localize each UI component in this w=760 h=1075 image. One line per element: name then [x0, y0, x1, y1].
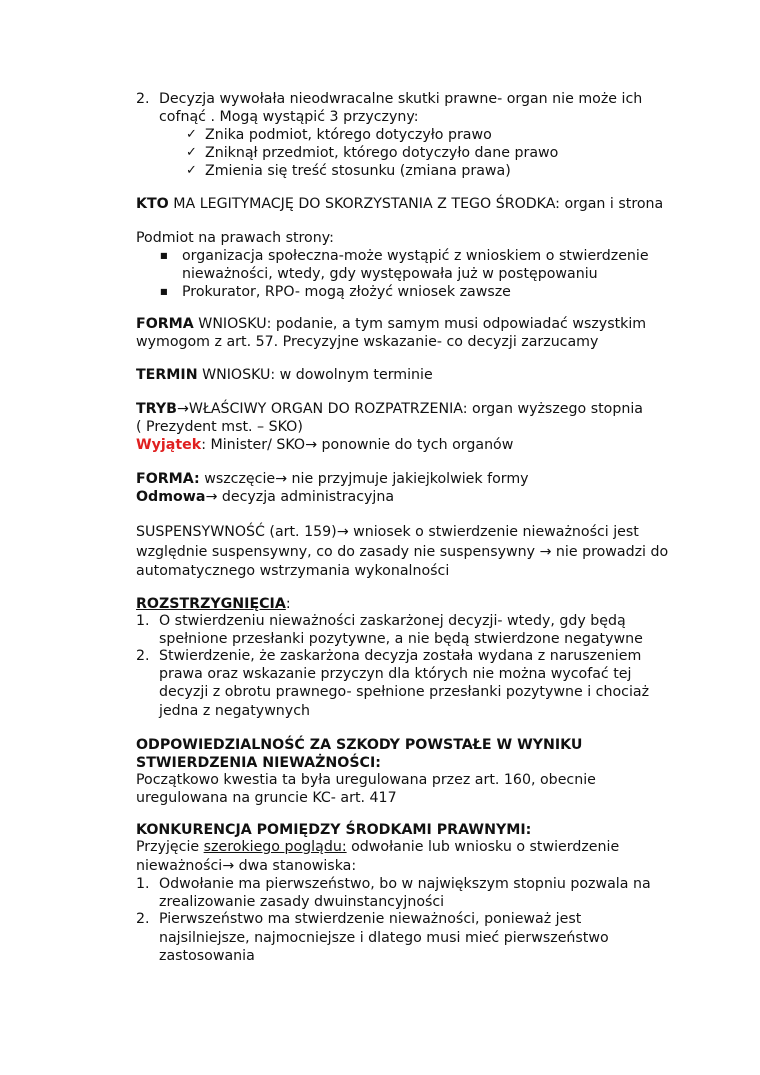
arrow-icon: →: [176, 401, 189, 417]
check-item: Znika podmiot, którego dotyczyło prawo: [205, 127, 492, 143]
rozstrz-colon: :: [285, 596, 291, 612]
list-number: 2.: [136, 91, 150, 107]
konk-text: odwołanie lub wniosku o stwierdzenie: [346, 839, 620, 855]
text-line: spełnione przesłanki pozytywne, a nie będą stwierdzone negatywne: [159, 631, 643, 647]
wyjatek-text: : Minister/ SKO: [201, 437, 306, 453]
konk-line: [136, 857, 356, 875]
kto-paragraph: [136, 195, 663, 213]
text-line: uregulowana na gruncie KC- art. 417: [136, 790, 397, 806]
wyjatek-label: Wyjątek: [136, 437, 202, 453]
checkmark-icon: ✓: [186, 145, 197, 160]
podmiot-heading: Podmiot na prawach strony:: [136, 230, 334, 246]
forma2-tail: nie przyjmuje jakiejkolwiek formy: [287, 471, 529, 487]
konk-heading: KONKURENCJA POMIĘDZY ŚRODKAMI PRAWNYMI:: [136, 822, 532, 838]
arrow-icon: →: [275, 471, 288, 487]
konk-text: Przyjęcie: [136, 839, 204, 855]
bullet-item: Prokurator, RPO- mogą złożyć wniosek zawsze: [182, 284, 511, 300]
susp-text: SUSPENSYWNOŚĆ (art. 159): [136, 524, 337, 540]
list-number: 2.: [136, 648, 150, 664]
konk-text: nieważności: [136, 858, 223, 874]
list-number: 1.: [136, 876, 150, 892]
text-line: prawa oraz wskazanie przyczyn dla których nie można wycofać tej: [159, 666, 632, 682]
tryb-text: WŁAŚCIWY ORGAN DO ROZPATRZENIA: organ wyższego stopnia: [188, 401, 643, 417]
checkmark-icon: ✓: [186, 127, 197, 142]
termin-paragraph: [136, 366, 433, 384]
list-number: 1.: [136, 613, 150, 629]
susp-text: nie prowadzi do: [551, 544, 669, 560]
rozstrz-heading-text: ROZSTRZYGNIĘCIA: [136, 596, 286, 612]
kto-label: KTO: [136, 196, 169, 212]
list-number: 2.: [136, 911, 150, 927]
konk-line: [136, 838, 619, 856]
forma-text: WNIOSKU: podanie, a tym samym musi odpowiadać wszystkim: [193, 316, 647, 332]
odmowa-text: decyzja administracyjna: [217, 489, 395, 505]
text-line: O stwierdzeniu nieważności zaskarżonej decyzji- wtedy, gdy będą: [159, 613, 626, 629]
forma2-paragraph: [136, 470, 529, 488]
odmowa-paragraph: [136, 488, 394, 506]
rozstrz-heading: [136, 595, 291, 613]
arrow-icon: →: [336, 524, 349, 540]
text-line: jedna z negatywnych: [159, 703, 310, 719]
text-line: Pierwszeństwo ma stwierdzenie nieważności, ponieważ jest: [159, 911, 582, 927]
text-line: najsilniejsze, najmocniejsze i dlatego musi mieć pierwszeństwo: [159, 930, 609, 946]
forma-wniosku-paragraph: [136, 315, 646, 333]
arrow-icon: →: [305, 437, 317, 453]
bullet-item: organizacja społeczna-może wystąpić z wnioskiem o stwierdzenie: [182, 248, 649, 264]
forma-label: FORMA: [136, 316, 194, 332]
text-line: decyzji z obrotu prawnego- spełnione przesłanki pozytywne i chociaż: [159, 684, 650, 700]
susp-line: [136, 543, 668, 561]
termin-text: WNIOSKU: w dowolnym terminie: [197, 367, 433, 383]
text-line: wymogom z art. 57. Precyzyjne wskazanie- co decyzji zarzucamy: [136, 334, 599, 350]
text-line: cofnąć . Mogą wystąpić 3 przyczyny:: [159, 109, 419, 125]
kto-text: MA LEGITYMACJĘ DO SKORZYSTANIA Z TEGO ŚRODKA: organ i strona: [168, 196, 664, 212]
square-bullet-icon: ■: [160, 287, 168, 296]
forma2-text: wszczęcie: [199, 471, 276, 487]
wyjatek-tail: ponownie do tych organów: [317, 437, 514, 453]
wyjatek-paragraph: [136, 436, 513, 454]
tryb-label: TRYB: [136, 401, 177, 417]
text-line: Odwołanie ma pierwszeństwo, bo w największym stopniu pozwala na: [159, 876, 651, 892]
odpow-heading: ODPOWIEDZIALNOŚĆ ZA SZKODY POWSTAŁE W WYNIKU: [136, 737, 583, 753]
text-line: Decyzja wywołała nieodwracalne skutki prawne- organ nie może ich: [159, 91, 643, 107]
odmowa-label: Odmowa: [136, 489, 206, 505]
text-line: zrealizowanie zasady dwuinstancyjności: [159, 894, 445, 910]
arrow-icon: →: [222, 858, 235, 874]
susp-text: względnie suspensywny, co do zasady nie suspensywny: [136, 544, 540, 560]
text-line: ( Prezydent mst. – SKO): [136, 419, 303, 435]
susp-text: wniosek o stwierdzenie nieważności jest: [348, 524, 639, 540]
odpow-heading: STWIERDZENIA NIEWAŻNOŚCI:: [136, 755, 381, 771]
check-item: Zniknął przedmiot, którego dotyczyło dane prawo: [205, 145, 559, 161]
check-item: Zmienia się treść stosunku (zmiana prawa): [205, 163, 511, 179]
text-line: Początkowo kwestia ta była uregulowana przez art. 160, obecnie: [136, 772, 596, 788]
susp-line: automatycznego wstrzymania wykonalności: [136, 563, 450, 579]
tryb-paragraph: [136, 400, 643, 418]
checkmark-icon: ✓: [186, 163, 197, 178]
square-bullet-icon: ■: [160, 251, 168, 260]
text-line: Stwierdzenie, że zaskarżona decyzja została wydana z naruszeniem: [159, 648, 642, 664]
konk-text: dwa stanowiska:: [234, 858, 357, 874]
arrow-icon: →: [205, 489, 218, 505]
konk-underlined: szerokiego poglądu:: [203, 839, 347, 855]
susp-line: [136, 523, 639, 541]
forma2-label: FORMA:: [136, 471, 200, 487]
termin-label: TERMIN: [136, 367, 198, 383]
bullet-item: nieważności, wtedy, gdy występowała już w postępowaniu: [182, 266, 598, 282]
arrow-icon: →: [539, 544, 552, 560]
text-line: zastosowania: [159, 948, 255, 964]
